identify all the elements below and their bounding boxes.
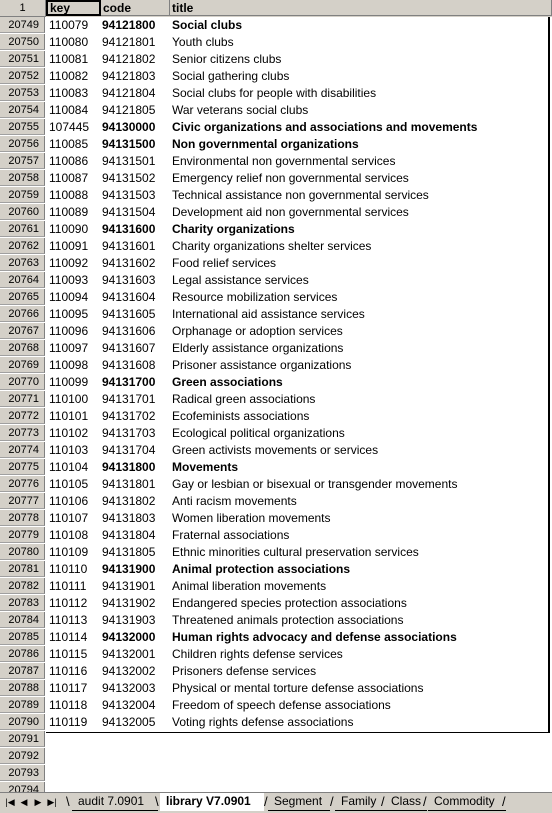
cell-title[interactable]: Threatened animals protection associations bbox=[172, 613, 404, 627]
row-header[interactable]: 20756 bbox=[0, 136, 45, 152]
cell-code[interactable]: 94132000 bbox=[102, 630, 156, 644]
cell-key[interactable] bbox=[49, 748, 99, 765]
row-header[interactable]: 20769 bbox=[0, 357, 45, 373]
row-header[interactable]: 20762 bbox=[0, 238, 45, 254]
table-row[interactable] bbox=[0, 289, 552, 306]
cell-title[interactable] bbox=[172, 731, 548, 748]
cell-key[interactable]: 110094 bbox=[49, 290, 89, 304]
column-header-key[interactable]: key bbox=[46, 0, 101, 16]
table-row[interactable] bbox=[0, 714, 552, 731]
cell-title[interactable]: Civic organizations and associations and movements bbox=[172, 120, 478, 134]
table-row[interactable] bbox=[0, 374, 552, 391]
table-row[interactable] bbox=[0, 765, 552, 782]
cell-title[interactable]: Children rights defense services bbox=[172, 647, 343, 661]
table-bottom-border bbox=[46, 732, 550, 733]
cell-code[interactable]: 94131700 bbox=[102, 375, 156, 389]
cell-key[interactable] bbox=[49, 782, 99, 792]
cell-code[interactable]: 94132002 bbox=[102, 664, 156, 678]
table-right-border bbox=[548, 17, 550, 733]
cell-key[interactable]: 110096 bbox=[49, 324, 89, 338]
table-row[interactable] bbox=[0, 680, 552, 697]
tab-separator: \ bbox=[66, 794, 70, 809]
table-row[interactable] bbox=[0, 629, 552, 646]
row-header[interactable]: 20786 bbox=[0, 646, 45, 662]
cell-title[interactable]: Orphanage or adoption services bbox=[172, 324, 343, 338]
table-row[interactable] bbox=[0, 119, 552, 136]
table-row[interactable] bbox=[0, 782, 552, 792]
row-header[interactable]: 20794 bbox=[0, 782, 45, 792]
cell-key[interactable]: 110085 bbox=[49, 137, 89, 151]
cell-code[interactable]: 94132003 bbox=[102, 681, 156, 695]
row-header[interactable]: 20765 bbox=[0, 289, 45, 305]
cell-title[interactable]: Charity organizations bbox=[172, 222, 295, 236]
table-row[interactable] bbox=[0, 153, 552, 170]
table-row[interactable] bbox=[0, 731, 552, 748]
cell-title[interactable]: Endangered species protection associations bbox=[172, 596, 407, 610]
row-header[interactable]: 20752 bbox=[0, 68, 45, 84]
cell-key[interactable]: 110082 bbox=[49, 69, 89, 83]
cell-title[interactable]: Development aid non governmental services bbox=[172, 205, 409, 219]
cell-key[interactable]: 110119 bbox=[49, 715, 88, 729]
cell-code[interactable] bbox=[102, 748, 170, 765]
cell-code[interactable]: 94131803 bbox=[102, 511, 156, 525]
sheet-tab-bar bbox=[0, 792, 552, 813]
cell-title[interactable]: Senior citizens clubs bbox=[172, 52, 282, 66]
row-header[interactable]: 20789 bbox=[0, 697, 45, 713]
table-row[interactable] bbox=[0, 17, 552, 34]
cell-title[interactable]: Prisoner assistance organizations bbox=[172, 358, 352, 372]
cell-code[interactable]: 94131607 bbox=[102, 341, 156, 355]
cell-key[interactable]: 110083 bbox=[49, 86, 89, 100]
cell-title[interactable]: Green activists movements or services bbox=[172, 443, 379, 457]
table-row[interactable] bbox=[0, 425, 552, 442]
column-header-title[interactable]: title bbox=[170, 0, 552, 16]
cell-key[interactable]: 110098 bbox=[49, 358, 89, 372]
cell-code[interactable]: 94131608 bbox=[102, 358, 156, 372]
cell-key[interactable]: 110106 bbox=[49, 494, 89, 508]
cell-title[interactable]: Gay or lesbian or bisexual or transgender movements bbox=[172, 477, 458, 491]
cell-key[interactable]: 110111 bbox=[49, 579, 87, 593]
column-header-row bbox=[0, 0, 552, 17]
row-header[interactable]: 20773 bbox=[0, 425, 45, 441]
row-header[interactable]: 20793 bbox=[0, 765, 45, 781]
row-header[interactable]: 20776 bbox=[0, 476, 45, 492]
select-all-corner[interactable]: 1 bbox=[0, 0, 46, 17]
row-header[interactable]: 20787 bbox=[0, 663, 45, 679]
cell-key[interactable]: 110100 bbox=[49, 392, 89, 406]
cell-title[interactable]: Resource mobilization services bbox=[172, 290, 338, 304]
row-header[interactable]: 20782 bbox=[0, 578, 45, 594]
cell-code[interactable]: 94131502 bbox=[102, 171, 156, 185]
row-header[interactable]: 20760 bbox=[0, 204, 45, 220]
cell-title[interactable]: Voting rights defense associations bbox=[172, 715, 354, 729]
table-row[interactable] bbox=[0, 221, 552, 238]
cell-title[interactable]: Anti racism movements bbox=[172, 494, 297, 508]
cell-key[interactable]: 110113 bbox=[49, 613, 88, 627]
table-row[interactable] bbox=[0, 646, 552, 663]
table-row[interactable] bbox=[0, 544, 552, 561]
tab-family[interactable]: Family bbox=[335, 793, 385, 811]
cell-title[interactable]: Ethnic minorities cultural preservation services bbox=[172, 545, 419, 559]
cell-key[interactable]: 110090 bbox=[49, 222, 89, 236]
cell-key[interactable]: 110105 bbox=[49, 477, 89, 491]
tab-library[interactable]: library V7.0901 bbox=[160, 793, 264, 811]
row-header[interactable]: 20778 bbox=[0, 510, 45, 526]
cell-code[interactable]: 94131601 bbox=[102, 239, 156, 253]
table-row[interactable] bbox=[0, 51, 552, 68]
cell-title[interactable]: Youth clubs bbox=[172, 35, 234, 49]
tab-separator: / bbox=[381, 794, 385, 809]
row-header[interactable]: 20750 bbox=[0, 34, 45, 50]
cell-code[interactable]: 94131603 bbox=[102, 273, 156, 287]
cell-code[interactable]: 94131902 bbox=[102, 596, 156, 610]
cell-key[interactable] bbox=[49, 731, 99, 748]
cell-code[interactable]: 94131800 bbox=[102, 460, 156, 474]
cell-key[interactable]: 110079 bbox=[49, 18, 89, 32]
row-header[interactable]: 20766 bbox=[0, 306, 45, 322]
cell-code[interactable]: 94131805 bbox=[102, 545, 156, 559]
cell-key[interactable]: 110093 bbox=[49, 273, 89, 287]
table-row[interactable] bbox=[0, 238, 552, 255]
row-header[interactable]: 20792 bbox=[0, 748, 45, 764]
table-row[interactable] bbox=[0, 306, 552, 323]
cell-key[interactable]: 110118 bbox=[49, 698, 88, 712]
cell-key[interactable]: 110097 bbox=[49, 341, 89, 355]
table-row[interactable] bbox=[0, 272, 552, 289]
row-header[interactable]: 20784 bbox=[0, 612, 45, 628]
row-header[interactable]: 20751 bbox=[0, 51, 45, 67]
row-header[interactable]: 20749 bbox=[0, 17, 45, 33]
cell-title[interactable]: Radical green associations bbox=[172, 392, 316, 406]
cell-code[interactable]: 94131804 bbox=[102, 528, 156, 542]
row-header[interactable]: 20790 bbox=[0, 714, 45, 730]
table-row[interactable] bbox=[0, 527, 552, 544]
cell-key[interactable]: 110080 bbox=[49, 35, 89, 49]
cell-key[interactable]: 107445 bbox=[49, 120, 90, 134]
table-row[interactable] bbox=[0, 697, 552, 714]
cell-code[interactable]: 94131605 bbox=[102, 307, 156, 321]
table-row[interactable] bbox=[0, 85, 552, 102]
cell-code[interactable]: 94131504 bbox=[102, 205, 156, 219]
next-sheet-icon[interactable]: ▶ bbox=[34, 797, 42, 807]
cell-key[interactable]: 110103 bbox=[49, 443, 89, 457]
table-row[interactable] bbox=[0, 612, 552, 629]
tab-separator: / bbox=[330, 794, 334, 809]
row-header[interactable]: 20783 bbox=[0, 595, 45, 611]
cell-code[interactable]: 94121801 bbox=[102, 35, 156, 49]
table-row[interactable] bbox=[0, 408, 552, 425]
row-header[interactable]: 20777 bbox=[0, 493, 45, 509]
cell-code[interactable]: 94121804 bbox=[102, 86, 156, 100]
cell-key[interactable]: 110095 bbox=[49, 307, 89, 321]
table-row[interactable] bbox=[0, 561, 552, 578]
row-header[interactable]: 20780 bbox=[0, 544, 45, 560]
table-row[interactable] bbox=[0, 357, 552, 374]
prev-sheet-icon[interactable]: ◀ bbox=[20, 797, 28, 807]
row-header[interactable]: 20754 bbox=[0, 102, 45, 118]
table-row[interactable] bbox=[0, 136, 552, 153]
cell-key[interactable]: 110081 bbox=[49, 52, 89, 66]
cell-title[interactable]: Green associations bbox=[172, 375, 283, 389]
cell-code[interactable]: 94131801 bbox=[102, 477, 156, 491]
row-header[interactable]: 20791 bbox=[0, 731, 45, 747]
cell-key[interactable]: 110116 bbox=[49, 664, 88, 678]
cell-key[interactable]: 110114 bbox=[49, 630, 88, 644]
cell-code[interactable]: 94131503 bbox=[102, 188, 156, 202]
tab-audit[interactable]: audit 7.0901 bbox=[72, 793, 158, 811]
cell-code[interactable] bbox=[102, 782, 170, 792]
cell-key[interactable]: 110110 bbox=[49, 562, 88, 576]
cell-code[interactable]: 94121805 bbox=[102, 103, 156, 117]
cell-code[interactable]: 94132001 bbox=[102, 647, 156, 661]
cell-code[interactable]: 94132005 bbox=[102, 715, 156, 729]
table-row[interactable] bbox=[0, 595, 552, 612]
row-header[interactable]: 20759 bbox=[0, 187, 45, 203]
table-row[interactable] bbox=[0, 204, 552, 221]
cell-title[interactable]: Animal protection associations bbox=[172, 562, 351, 576]
cell-key[interactable]: 110084 bbox=[49, 103, 89, 117]
cell-key[interactable]: 110088 bbox=[49, 188, 89, 202]
cell-title[interactable]: Social gathering clubs bbox=[172, 69, 290, 83]
cell-title[interactable]: Fraternal associations bbox=[172, 528, 290, 542]
cell-code[interactable]: 94131604 bbox=[102, 290, 156, 304]
cell-key[interactable]: 110092 bbox=[49, 256, 89, 270]
cell-key[interactable]: 110101 bbox=[49, 409, 89, 423]
cell-title[interactable]: International aid assistance services bbox=[172, 307, 365, 321]
cell-code[interactable]: 94131500 bbox=[102, 137, 156, 151]
table-row[interactable] bbox=[0, 578, 552, 595]
row-header[interactable]: 20761 bbox=[0, 221, 45, 237]
row-header[interactable]: 20758 bbox=[0, 170, 45, 186]
cell-title[interactable]: Freedom of speech defense associations bbox=[172, 698, 391, 712]
cell-key[interactable]: 110087 bbox=[49, 171, 89, 185]
cell-title[interactable] bbox=[172, 782, 548, 792]
cell-key[interactable]: 110102 bbox=[49, 426, 89, 440]
cell-code[interactable]: 94132004 bbox=[102, 698, 156, 712]
cell-code[interactable]: 94131702 bbox=[102, 409, 156, 423]
cell-title[interactable]: Prisoners defense services bbox=[172, 664, 317, 678]
cell-key[interactable]: 110112 bbox=[49, 596, 88, 610]
cell-title[interactable]: Non governmental organizations bbox=[172, 137, 359, 151]
cell-key[interactable]: 110107 bbox=[49, 511, 89, 525]
cell-title[interactable] bbox=[172, 765, 548, 782]
cell-code[interactable]: 94131704 bbox=[102, 443, 156, 457]
cell-code[interactable]: 94121802 bbox=[102, 52, 156, 66]
cell-key[interactable]: 110117 bbox=[49, 681, 88, 695]
tab-class[interactable]: Class bbox=[385, 793, 427, 811]
table-row[interactable] bbox=[0, 459, 552, 476]
cell-title[interactable]: Environmental non governmental services bbox=[172, 154, 396, 168]
first-sheet-icon[interactable]: |◀ bbox=[5, 797, 15, 807]
table-row[interactable] bbox=[0, 102, 552, 119]
row-header[interactable]: 20763 bbox=[0, 255, 45, 271]
tab-separator: / bbox=[502, 794, 506, 809]
row-header[interactable]: 20774 bbox=[0, 442, 45, 458]
table-row[interactable] bbox=[0, 255, 552, 272]
row-header[interactable]: 20757 bbox=[0, 153, 45, 169]
cell-title[interactable]: Ecofeminists associations bbox=[172, 409, 310, 423]
tab-commodity[interactable]: Commodity bbox=[428, 793, 506, 811]
cell-code[interactable] bbox=[102, 765, 170, 782]
cell-title[interactable]: Food relief services bbox=[172, 256, 277, 270]
cell-title[interactable]: Social clubs for people with disabilities bbox=[172, 86, 377, 100]
cell-code[interactable]: 94121803 bbox=[102, 69, 156, 83]
cell-title[interactable]: Movements bbox=[172, 460, 239, 474]
cell-code[interactable]: 94121800 bbox=[102, 18, 156, 32]
row-header[interactable]: 20767 bbox=[0, 323, 45, 339]
cell-title[interactable]: Physical or mental torture defense associations bbox=[172, 681, 424, 695]
tab-separator: / bbox=[423, 794, 427, 809]
cell-code[interactable]: 94131701 bbox=[102, 392, 156, 406]
cell-code[interactable]: 94130000 bbox=[102, 120, 156, 134]
cell-code[interactable]: 94131903 bbox=[102, 613, 156, 627]
row-header[interactable]: 20775 bbox=[0, 459, 45, 475]
row-header[interactable]: 20755 bbox=[0, 119, 45, 135]
table-row[interactable] bbox=[0, 187, 552, 204]
cell-code[interactable]: 94131900 bbox=[102, 562, 156, 576]
row-header[interactable]: 20781 bbox=[0, 561, 45, 577]
row-header[interactable]: 20764 bbox=[0, 272, 45, 288]
table-row[interactable] bbox=[0, 68, 552, 85]
cell-title[interactable]: Charity organizations shelter services bbox=[172, 239, 372, 253]
table-row[interactable] bbox=[0, 510, 552, 527]
tab-segment[interactable]: Segment bbox=[268, 793, 330, 811]
cell-title[interactable]: Elderly assistance organizations bbox=[172, 341, 344, 355]
column-header-code[interactable]: code bbox=[101, 0, 170, 16]
table-row[interactable] bbox=[0, 493, 552, 510]
cell-key[interactable]: 110115 bbox=[49, 647, 88, 661]
table-row[interactable] bbox=[0, 323, 552, 340]
cell-key[interactable]: 110109 bbox=[49, 545, 89, 559]
cell-title[interactable]: Human rights advocacy and defense associations bbox=[172, 630, 457, 644]
cell-title[interactable]: Women liberation movements bbox=[172, 511, 331, 525]
row-header[interactable]: 20771 bbox=[0, 391, 45, 407]
table-row[interactable] bbox=[0, 391, 552, 408]
cell-key[interactable]: 110086 bbox=[49, 154, 89, 168]
cell-key[interactable]: 110108 bbox=[49, 528, 89, 542]
cell-title[interactable]: Legal assistance services bbox=[172, 273, 309, 287]
cell-code[interactable]: 94131600 bbox=[102, 222, 156, 236]
cell-title[interactable]: Animal liberation movements bbox=[172, 579, 327, 593]
cell-code[interactable]: 94131703 bbox=[102, 426, 156, 440]
table-row[interactable] bbox=[0, 34, 552, 51]
cell-title[interactable]: War veterans social clubs bbox=[172, 103, 309, 117]
cell-key[interactable]: 110104 bbox=[49, 460, 89, 474]
cell-code[interactable]: 94131802 bbox=[102, 494, 156, 508]
table-row[interactable] bbox=[0, 748, 552, 765]
table-row[interactable] bbox=[0, 476, 552, 493]
row-header[interactable]: 20753 bbox=[0, 85, 45, 101]
cell-title[interactable]: Emergency relief non governmental services bbox=[172, 171, 409, 185]
cell-key[interactable]: 110099 bbox=[49, 375, 89, 389]
cell-code[interactable] bbox=[102, 731, 170, 748]
cell-code[interactable]: 94131606 bbox=[102, 324, 156, 338]
cell-title[interactable]: Social clubs bbox=[172, 18, 243, 32]
row-header[interactable]: 20772 bbox=[0, 408, 45, 424]
cell-code[interactable]: 94131501 bbox=[102, 154, 156, 168]
cell-key[interactable] bbox=[49, 765, 99, 782]
cell-title[interactable] bbox=[172, 748, 548, 765]
cell-title[interactable]: Ecological political organizations bbox=[172, 426, 345, 440]
table-row[interactable] bbox=[0, 340, 552, 357]
cell-code[interactable]: 94131602 bbox=[102, 256, 156, 270]
table-row[interactable] bbox=[0, 170, 552, 187]
last-sheet-icon[interactable]: ▶| bbox=[47, 797, 57, 807]
row-header[interactable]: 20768 bbox=[0, 340, 45, 356]
cell-key[interactable]: 110089 bbox=[49, 205, 89, 219]
row-header[interactable]: 20785 bbox=[0, 629, 45, 645]
row-header[interactable]: 20779 bbox=[0, 527, 45, 543]
row-header[interactable]: 20788 bbox=[0, 680, 45, 696]
cell-title[interactable]: Technical assistance non governmental services bbox=[172, 188, 429, 202]
table-row[interactable] bbox=[0, 663, 552, 680]
cell-code[interactable]: 94131901 bbox=[102, 579, 156, 593]
tab-separator: \ bbox=[155, 794, 159, 809]
table-row[interactable] bbox=[0, 442, 552, 459]
row-header[interactable]: 20770 bbox=[0, 374, 45, 390]
rows-container bbox=[0, 17, 552, 792]
tab-separator: / bbox=[264, 794, 268, 809]
cell-key[interactable]: 110091 bbox=[49, 239, 89, 253]
